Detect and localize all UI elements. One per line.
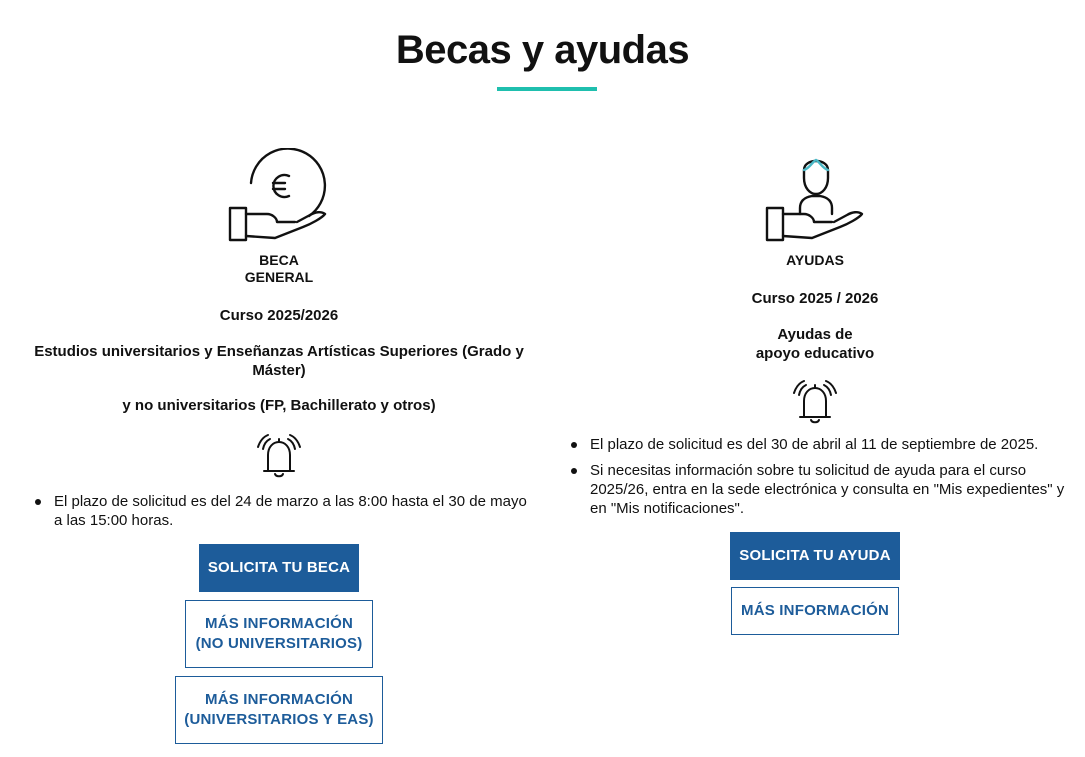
info-uni-line1: MÁS INFORMACIÓN — [205, 691, 353, 708]
ayudas-card — [560, 148, 1070, 635]
title-underline — [497, 87, 597, 91]
solicita-ayuda-button[interactable] — [730, 532, 900, 580]
person-hand-icon — [760, 148, 870, 248]
ayudas-title: AYUDAS — [786, 252, 844, 268]
beca-course: Curso 2025/2026 — [219, 307, 339, 324]
ayudas-note-item: Si necesitas información sobre tu solicitud de ayuda para el curso 2025/26, entra en la sede electrónica y consulta en "Mis expedientes" y en "Mis notificaciones". — [590, 461, 1070, 518]
solicita-beca-button[interactable] — [199, 544, 359, 592]
beca-note-item: El plazo de solicitud es del 24 de marzo a las 8:00 hasta el 30 de mayo a las 15:00 horas. — [54, 492, 538, 530]
beca-general-title — [20, 252, 538, 286]
solicita-beca-label: SOLICITA TU BECA — [207, 559, 351, 576]
ayudas-course: Curso 2025 / 2026 — [751, 290, 879, 307]
page-title: Becas y ayudas — [395, 28, 690, 72]
beca-title-line1: BECA — [259, 252, 299, 268]
bell-icon — [254, 431, 304, 479]
bell-icon — [790, 377, 840, 425]
beca-general-card — [20, 148, 538, 744]
ayudas-description — [560, 325, 1070, 363]
beca-description-1: Estudios universitarios y Enseñanzas Artísticas Superiores (Grado y Máster) — [34, 343, 524, 379]
ayudas-info-label: MÁS INFORMACIÓN — [741, 602, 889, 619]
ayudas-desc-line1: Ayudas de — [777, 326, 853, 343]
info-no-universitarios-button[interactable] — [185, 600, 373, 668]
ayudas-notes — [560, 435, 1070, 518]
solicita-ayuda-label: SOLICITA TU AYUDA — [739, 547, 891, 564]
ayudas-desc-line2: apoyo educativo — [755, 345, 875, 362]
info-uni-line2: (UNIVERSITARIOS Y EAS) — [184, 711, 374, 728]
beca-title-line2: GENERAL — [244, 269, 314, 285]
info-nonuni-line1: MÁS INFORMACIÓN — [205, 615, 353, 632]
beca-notes — [20, 492, 538, 530]
ayudas-info-button[interactable] — [731, 587, 899, 635]
beca-description-2: y no universitarios (FP, Bachillerato y otros) — [122, 397, 436, 414]
euro-hand-icon — [225, 148, 335, 248]
info-universitarios-button[interactable] — [175, 676, 383, 744]
info-nonuni-line2: (NO UNIVERSITARIOS) — [195, 635, 363, 652]
ayudas-note-item: El plazo de solicitud es del 30 de abril al 11 de septiembre de 2025. — [590, 435, 1070, 454]
